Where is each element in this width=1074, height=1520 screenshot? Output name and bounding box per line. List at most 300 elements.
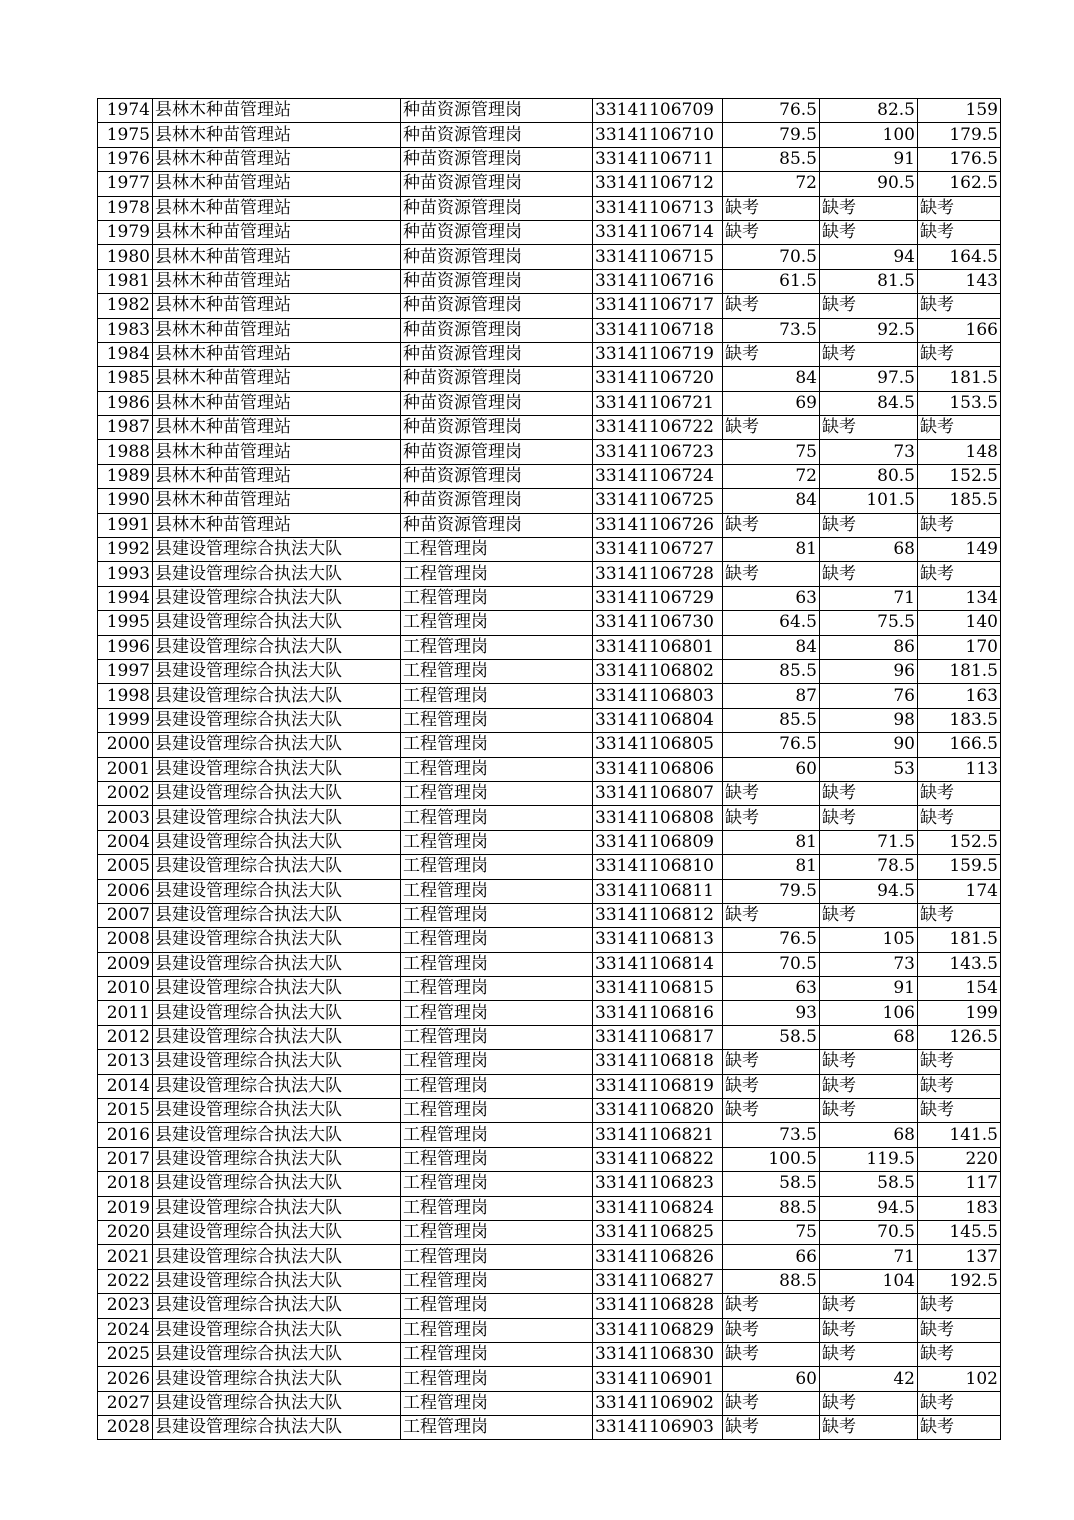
interview-score-cell: 98 — [820, 708, 918, 732]
position-cell: 种苗资源管理岗 — [401, 147, 593, 171]
unit-name-cell: 县建设管理综合执法大队 — [153, 538, 401, 562]
total-score-cell: 166 — [918, 318, 1001, 342]
position-cell: 工程管理岗 — [401, 757, 593, 781]
table-row — [98, 1123, 1001, 1147]
row-number-cell: 1994 — [98, 586, 153, 610]
total-score-cell: 缺考 — [918, 1074, 1001, 1098]
exam-id-cell: 33141106903 — [593, 1416, 723, 1440]
total-score-cell: 166.5 — [918, 733, 1001, 757]
total-score-cell: 缺考 — [918, 416, 1001, 440]
row-number-cell: 2023 — [98, 1294, 153, 1318]
interview-score-cell: 94.5 — [820, 879, 918, 903]
interview-score-cell: 缺考 — [820, 1074, 918, 1098]
row-number-cell: 1983 — [98, 318, 153, 342]
total-score-cell: 152.5 — [918, 830, 1001, 854]
total-score-cell: 缺考 — [918, 1294, 1001, 1318]
interview-score-cell: 101.5 — [820, 489, 918, 513]
unit-name-cell: 县建设管理综合执法大队 — [153, 635, 401, 659]
total-score-cell: 134 — [918, 586, 1001, 610]
position-cell: 工程管理岗 — [401, 611, 593, 635]
total-score-cell: 137 — [918, 1245, 1001, 1269]
interview-score-cell: 缺考 — [820, 806, 918, 830]
table-row — [98, 123, 1001, 147]
written-score-cell: 缺考 — [723, 416, 820, 440]
table-row — [98, 172, 1001, 196]
total-score-cell: 163 — [918, 684, 1001, 708]
written-score-cell: 73.5 — [723, 1123, 820, 1147]
position-cell: 种苗资源管理岗 — [401, 318, 593, 342]
position-cell: 种苗资源管理岗 — [401, 123, 593, 147]
written-score-cell: 缺考 — [723, 196, 820, 220]
total-score-cell: 192.5 — [918, 1269, 1001, 1293]
unit-name-cell: 县林木种苗管理站 — [153, 147, 401, 171]
table-row — [98, 928, 1001, 952]
interview-score-cell: 94 — [820, 245, 918, 269]
table-row — [98, 367, 1001, 391]
table-row — [98, 269, 1001, 293]
exam-id-cell: 33141106825 — [593, 1220, 723, 1244]
unit-name-cell: 县建设管理综合执法大队 — [153, 1391, 401, 1415]
exam-id-cell: 33141106709 — [593, 99, 723, 123]
written-score-cell: 85.5 — [723, 147, 820, 171]
unit-name-cell: 县建设管理综合执法大队 — [153, 757, 401, 781]
exam-id-cell: 33141106807 — [593, 781, 723, 805]
total-score-cell: 缺考 — [918, 781, 1001, 805]
interview-score-cell: 缺考 — [820, 196, 918, 220]
interview-score-cell: 58.5 — [820, 1172, 918, 1196]
written-score-cell: 66 — [723, 1245, 820, 1269]
exam-id-cell: 33141106712 — [593, 172, 723, 196]
interview-score-cell: 81.5 — [820, 269, 918, 293]
interview-score-cell: 缺考 — [820, 1099, 918, 1123]
position-cell: 种苗资源管理岗 — [401, 196, 593, 220]
written-score-cell: 缺考 — [723, 342, 820, 366]
total-score-cell: 缺考 — [918, 513, 1001, 537]
written-score-cell: 缺考 — [723, 1416, 820, 1440]
unit-name-cell: 县建设管理综合执法大队 — [153, 659, 401, 683]
position-cell: 工程管理岗 — [401, 903, 593, 927]
row-number-cell: 1990 — [98, 489, 153, 513]
written-score-cell: 88.5 — [723, 1269, 820, 1293]
position-cell: 种苗资源管理岗 — [401, 294, 593, 318]
total-score-cell: 117 — [918, 1172, 1001, 1196]
total-score-cell: 143 — [918, 269, 1001, 293]
total-score-cell: 140 — [918, 611, 1001, 635]
position-cell: 工程管理岗 — [401, 1342, 593, 1366]
unit-name-cell: 县林木种苗管理站 — [153, 367, 401, 391]
position-cell: 工程管理岗 — [401, 1391, 593, 1415]
table-row — [98, 1074, 1001, 1098]
unit-name-cell: 县林木种苗管理站 — [153, 269, 401, 293]
table-row — [98, 147, 1001, 171]
table-row — [98, 757, 1001, 781]
unit-name-cell: 县建设管理综合执法大队 — [153, 1220, 401, 1244]
position-cell: 种苗资源管理岗 — [401, 464, 593, 488]
interview-score-cell: 100 — [820, 123, 918, 147]
total-score-cell: 缺考 — [918, 1318, 1001, 1342]
table-row — [98, 879, 1001, 903]
unit-name-cell: 县建设管理综合执法大队 — [153, 977, 401, 1001]
row-number-cell: 1980 — [98, 245, 153, 269]
unit-name-cell: 县建设管理综合执法大队 — [153, 1196, 401, 1220]
position-cell: 种苗资源管理岗 — [401, 489, 593, 513]
exam-id-cell: 33141106801 — [593, 635, 723, 659]
position-cell: 工程管理岗 — [401, 879, 593, 903]
exam-id-cell: 33141106710 — [593, 123, 723, 147]
exam-id-cell: 33141106824 — [593, 1196, 723, 1220]
position-cell: 工程管理岗 — [401, 1245, 593, 1269]
unit-name-cell: 县林木种苗管理站 — [153, 464, 401, 488]
unit-name-cell: 县建设管理综合执法大队 — [153, 1172, 401, 1196]
written-score-cell: 缺考 — [723, 1294, 820, 1318]
unit-name-cell: 县建设管理综合执法大队 — [153, 1001, 401, 1025]
interview-score-cell: 缺考 — [820, 1050, 918, 1074]
unit-name-cell: 县林木种苗管理站 — [153, 245, 401, 269]
row-number-cell: 1977 — [98, 172, 153, 196]
interview-score-cell: 缺考 — [820, 1318, 918, 1342]
table-row — [98, 659, 1001, 683]
score-table-body — [98, 99, 1001, 1440]
interview-score-cell: 缺考 — [820, 1342, 918, 1366]
row-number-cell: 2007 — [98, 903, 153, 927]
total-score-cell: 152.5 — [918, 464, 1001, 488]
total-score-cell: 154 — [918, 977, 1001, 1001]
row-number-cell: 2009 — [98, 952, 153, 976]
interview-score-cell: 104 — [820, 1269, 918, 1293]
row-number-cell: 1991 — [98, 513, 153, 537]
position-cell: 工程管理岗 — [401, 1220, 593, 1244]
unit-name-cell: 县林木种苗管理站 — [153, 489, 401, 513]
interview-score-cell: 71.5 — [820, 830, 918, 854]
row-number-cell: 2006 — [98, 879, 153, 903]
total-score-cell: 143.5 — [918, 952, 1001, 976]
table-row — [98, 903, 1001, 927]
row-number-cell: 1978 — [98, 196, 153, 220]
exam-id-cell: 33141106730 — [593, 611, 723, 635]
written-score-cell: 75 — [723, 440, 820, 464]
total-score-cell: 170 — [918, 635, 1001, 659]
exam-id-cell: 33141106819 — [593, 1074, 723, 1098]
interview-score-cell: 73 — [820, 440, 918, 464]
written-score-cell: 79.5 — [723, 123, 820, 147]
interview-score-cell: 106 — [820, 1001, 918, 1025]
exam-id-cell: 33141106810 — [593, 855, 723, 879]
row-number-cell: 1997 — [98, 659, 153, 683]
written-score-cell: 缺考 — [723, 903, 820, 927]
written-score-cell: 缺考 — [723, 1074, 820, 1098]
row-number-cell: 1985 — [98, 367, 153, 391]
position-cell: 种苗资源管理岗 — [401, 172, 593, 196]
row-number-cell: 1988 — [98, 440, 153, 464]
written-score-cell: 缺考 — [723, 1050, 820, 1074]
unit-name-cell: 县建设管理综合执法大队 — [153, 1147, 401, 1171]
row-number-cell: 2025 — [98, 1342, 153, 1366]
total-score-cell: 162.5 — [918, 172, 1001, 196]
unit-name-cell: 县建设管理综合执法大队 — [153, 1074, 401, 1098]
position-cell: 工程管理岗 — [401, 1294, 593, 1318]
table-row — [98, 99, 1001, 123]
total-score-cell: 缺考 — [918, 342, 1001, 366]
row-number-cell: 2016 — [98, 1123, 153, 1147]
table-row — [98, 1050, 1001, 1074]
exam-id-cell: 33141106803 — [593, 684, 723, 708]
unit-name-cell: 县建设管理综合执法大队 — [153, 928, 401, 952]
position-cell: 工程管理岗 — [401, 586, 593, 610]
table-row — [98, 733, 1001, 757]
interview-score-cell: 缺考 — [820, 1416, 918, 1440]
position-cell: 工程管理岗 — [401, 830, 593, 854]
position-cell: 工程管理岗 — [401, 1074, 593, 1098]
position-cell: 工程管理岗 — [401, 1050, 593, 1074]
position-cell: 工程管理岗 — [401, 806, 593, 830]
interview-score-cell: 119.5 — [820, 1147, 918, 1171]
row-number-cell: 2022 — [98, 1269, 153, 1293]
unit-name-cell: 县林木种苗管理站 — [153, 220, 401, 244]
exam-id-cell: 33141106813 — [593, 928, 723, 952]
total-score-cell: 159.5 — [918, 855, 1001, 879]
unit-name-cell: 县林木种苗管理站 — [153, 172, 401, 196]
row-number-cell: 2002 — [98, 781, 153, 805]
exam-id-cell: 33141106715 — [593, 245, 723, 269]
table-row — [98, 611, 1001, 635]
written-score-cell: 75 — [723, 1220, 820, 1244]
table-row — [98, 1367, 1001, 1391]
written-score-cell: 84 — [723, 489, 820, 513]
exam-id-cell: 33141106713 — [593, 196, 723, 220]
position-cell: 种苗资源管理岗 — [401, 440, 593, 464]
table-row — [98, 855, 1001, 879]
table-row — [98, 781, 1001, 805]
exam-id-cell: 33141106814 — [593, 952, 723, 976]
row-number-cell: 2028 — [98, 1416, 153, 1440]
interview-score-cell: 91 — [820, 977, 918, 1001]
interview-score-cell: 68 — [820, 1123, 918, 1147]
row-number-cell: 1993 — [98, 562, 153, 586]
total-score-cell: 174 — [918, 879, 1001, 903]
written-score-cell: 缺考 — [723, 1342, 820, 1366]
interview-score-cell: 缺考 — [820, 416, 918, 440]
written-score-cell: 60 — [723, 757, 820, 781]
interview-score-cell: 68 — [820, 538, 918, 562]
unit-name-cell: 县林木种苗管理站 — [153, 440, 401, 464]
exam-id-cell: 33141106823 — [593, 1172, 723, 1196]
total-score-cell: 179.5 — [918, 123, 1001, 147]
unit-name-cell: 县建设管理综合执法大队 — [153, 806, 401, 830]
position-cell: 工程管理岗 — [401, 1416, 593, 1440]
written-score-cell: 63 — [723, 977, 820, 1001]
exam-id-cell: 33141106806 — [593, 757, 723, 781]
table-row — [98, 1342, 1001, 1366]
total-score-cell: 缺考 — [918, 1391, 1001, 1415]
position-cell: 工程管理岗 — [401, 855, 593, 879]
written-score-cell: 缺考 — [723, 1099, 820, 1123]
total-score-cell: 159 — [918, 99, 1001, 123]
position-cell: 工程管理岗 — [401, 1318, 593, 1342]
row-number-cell: 1992 — [98, 538, 153, 562]
unit-name-cell: 县林木种苗管理站 — [153, 123, 401, 147]
written-score-cell: 63 — [723, 586, 820, 610]
interview-score-cell: 缺考 — [820, 562, 918, 586]
exam-id-cell: 33141106822 — [593, 1147, 723, 1171]
row-number-cell: 2004 — [98, 830, 153, 854]
written-score-cell: 61.5 — [723, 269, 820, 293]
exam-id-cell: 33141106717 — [593, 294, 723, 318]
exam-id-cell: 33141106809 — [593, 830, 723, 854]
row-number-cell: 1987 — [98, 416, 153, 440]
exam-id-cell: 33141106815 — [593, 977, 723, 1001]
position-cell: 工程管理岗 — [401, 1099, 593, 1123]
unit-name-cell: 县建设管理综合执法大队 — [153, 830, 401, 854]
row-number-cell: 2012 — [98, 1025, 153, 1049]
row-number-cell: 2020 — [98, 1220, 153, 1244]
written-score-cell: 100.5 — [723, 1147, 820, 1171]
table-row — [98, 952, 1001, 976]
unit-name-cell: 县建设管理综合执法大队 — [153, 1123, 401, 1147]
unit-name-cell: 县建设管理综合执法大队 — [153, 1342, 401, 1366]
written-score-cell: 缺考 — [723, 1318, 820, 1342]
position-cell: 工程管理岗 — [401, 1025, 593, 1049]
row-number-cell: 1981 — [98, 269, 153, 293]
total-score-cell: 148 — [918, 440, 1001, 464]
exam-id-cell: 33141106721 — [593, 391, 723, 415]
table-row — [98, 1172, 1001, 1196]
exam-id-cell: 33141106728 — [593, 562, 723, 586]
exam-id-cell: 33141106716 — [593, 269, 723, 293]
exam-id-cell: 33141106720 — [593, 367, 723, 391]
row-number-cell: 1976 — [98, 147, 153, 171]
row-number-cell: 1996 — [98, 635, 153, 659]
table-row — [98, 1196, 1001, 1220]
table-row — [98, 245, 1001, 269]
position-cell: 工程管理岗 — [401, 1367, 593, 1391]
row-number-cell: 1986 — [98, 391, 153, 415]
interview-score-cell: 42 — [820, 1367, 918, 1391]
interview-score-cell: 84.5 — [820, 391, 918, 415]
exam-id-cell: 33141106725 — [593, 489, 723, 513]
unit-name-cell: 县建设管理综合执法大队 — [153, 781, 401, 805]
written-score-cell: 70.5 — [723, 245, 820, 269]
written-score-cell: 72 — [723, 464, 820, 488]
exam-id-cell: 33141106901 — [593, 1367, 723, 1391]
exam-id-cell: 33141106828 — [593, 1294, 723, 1318]
table-row — [98, 1318, 1001, 1342]
row-number-cell: 1979 — [98, 220, 153, 244]
total-score-cell: 缺考 — [918, 562, 1001, 586]
table-row — [98, 196, 1001, 220]
exam-id-cell: 33141106719 — [593, 342, 723, 366]
table-row — [98, 489, 1001, 513]
interview-score-cell: 73 — [820, 952, 918, 976]
row-number-cell: 2005 — [98, 855, 153, 879]
table-row — [98, 1220, 1001, 1244]
position-cell: 种苗资源管理岗 — [401, 99, 593, 123]
exam-id-cell: 33141106812 — [593, 903, 723, 927]
row-number-cell: 2015 — [98, 1099, 153, 1123]
row-number-cell: 2011 — [98, 1001, 153, 1025]
exam-id-cell: 33141106821 — [593, 1123, 723, 1147]
exam-id-cell: 33141106711 — [593, 147, 723, 171]
position-cell: 工程管理岗 — [401, 952, 593, 976]
written-score-cell: 76.5 — [723, 99, 820, 123]
unit-name-cell: 县林木种苗管理站 — [153, 294, 401, 318]
position-cell: 种苗资源管理岗 — [401, 220, 593, 244]
exam-id-cell: 33141106820 — [593, 1099, 723, 1123]
table-row — [98, 586, 1001, 610]
interview-score-cell: 缺考 — [820, 220, 918, 244]
position-cell: 工程管理岗 — [401, 1147, 593, 1171]
written-score-cell: 79.5 — [723, 879, 820, 903]
total-score-cell: 153.5 — [918, 391, 1001, 415]
table-row — [98, 1245, 1001, 1269]
row-number-cell: 2014 — [98, 1074, 153, 1098]
row-number-cell: 2013 — [98, 1050, 153, 1074]
total-score-cell: 145.5 — [918, 1220, 1001, 1244]
table-row — [98, 684, 1001, 708]
unit-name-cell: 县建设管理综合执法大队 — [153, 1025, 401, 1049]
exam-id-cell: 33141106802 — [593, 659, 723, 683]
interview-score-cell: 80.5 — [820, 464, 918, 488]
interview-score-cell: 68 — [820, 1025, 918, 1049]
exam-id-cell: 33141106818 — [593, 1050, 723, 1074]
position-cell: 工程管理岗 — [401, 562, 593, 586]
interview-score-cell: 86 — [820, 635, 918, 659]
written-score-cell: 81 — [723, 830, 820, 854]
row-number-cell: 2001 — [98, 757, 153, 781]
row-number-cell: 2008 — [98, 928, 153, 952]
row-number-cell: 2021 — [98, 1245, 153, 1269]
position-cell: 种苗资源管理岗 — [401, 245, 593, 269]
position-cell: 工程管理岗 — [401, 1269, 593, 1293]
total-score-cell: 102 — [918, 1367, 1001, 1391]
written-score-cell: 64.5 — [723, 611, 820, 635]
written-score-cell: 81 — [723, 855, 820, 879]
table-row — [98, 1391, 1001, 1415]
unit-name-cell: 县建设管理综合执法大队 — [153, 1416, 401, 1440]
row-number-cell: 2019 — [98, 1196, 153, 1220]
exam-id-cell: 33141106816 — [593, 1001, 723, 1025]
table-row — [98, 538, 1001, 562]
interview-score-cell: 缺考 — [820, 781, 918, 805]
unit-name-cell: 县建设管理综合执法大队 — [153, 611, 401, 635]
position-cell: 工程管理岗 — [401, 708, 593, 732]
exam-id-cell: 33141106817 — [593, 1025, 723, 1049]
row-number-cell: 2026 — [98, 1367, 153, 1391]
written-score-cell: 58.5 — [723, 1025, 820, 1049]
interview-score-cell: 92.5 — [820, 318, 918, 342]
unit-name-cell: 县建设管理综合执法大队 — [153, 855, 401, 879]
row-number-cell: 1998 — [98, 684, 153, 708]
interview-score-cell: 105 — [820, 928, 918, 952]
table-row — [98, 1147, 1001, 1171]
table-row — [98, 1294, 1001, 1318]
exam-id-cell: 33141106829 — [593, 1318, 723, 1342]
table-row — [98, 220, 1001, 244]
written-score-cell: 缺考 — [723, 1391, 820, 1415]
interview-score-cell: 53 — [820, 757, 918, 781]
total-score-cell: 缺考 — [918, 294, 1001, 318]
table-row — [98, 806, 1001, 830]
position-cell: 工程管理岗 — [401, 538, 593, 562]
position-cell: 工程管理岗 — [401, 659, 593, 683]
total-score-cell: 缺考 — [918, 1050, 1001, 1074]
position-cell: 工程管理岗 — [401, 1123, 593, 1147]
total-score-cell: 149 — [918, 538, 1001, 562]
interview-score-cell: 91 — [820, 147, 918, 171]
table-row — [98, 830, 1001, 854]
written-score-cell: 58.5 — [723, 1172, 820, 1196]
row-number-cell: 1999 — [98, 708, 153, 732]
interview-score-cell: 94.5 — [820, 1196, 918, 1220]
